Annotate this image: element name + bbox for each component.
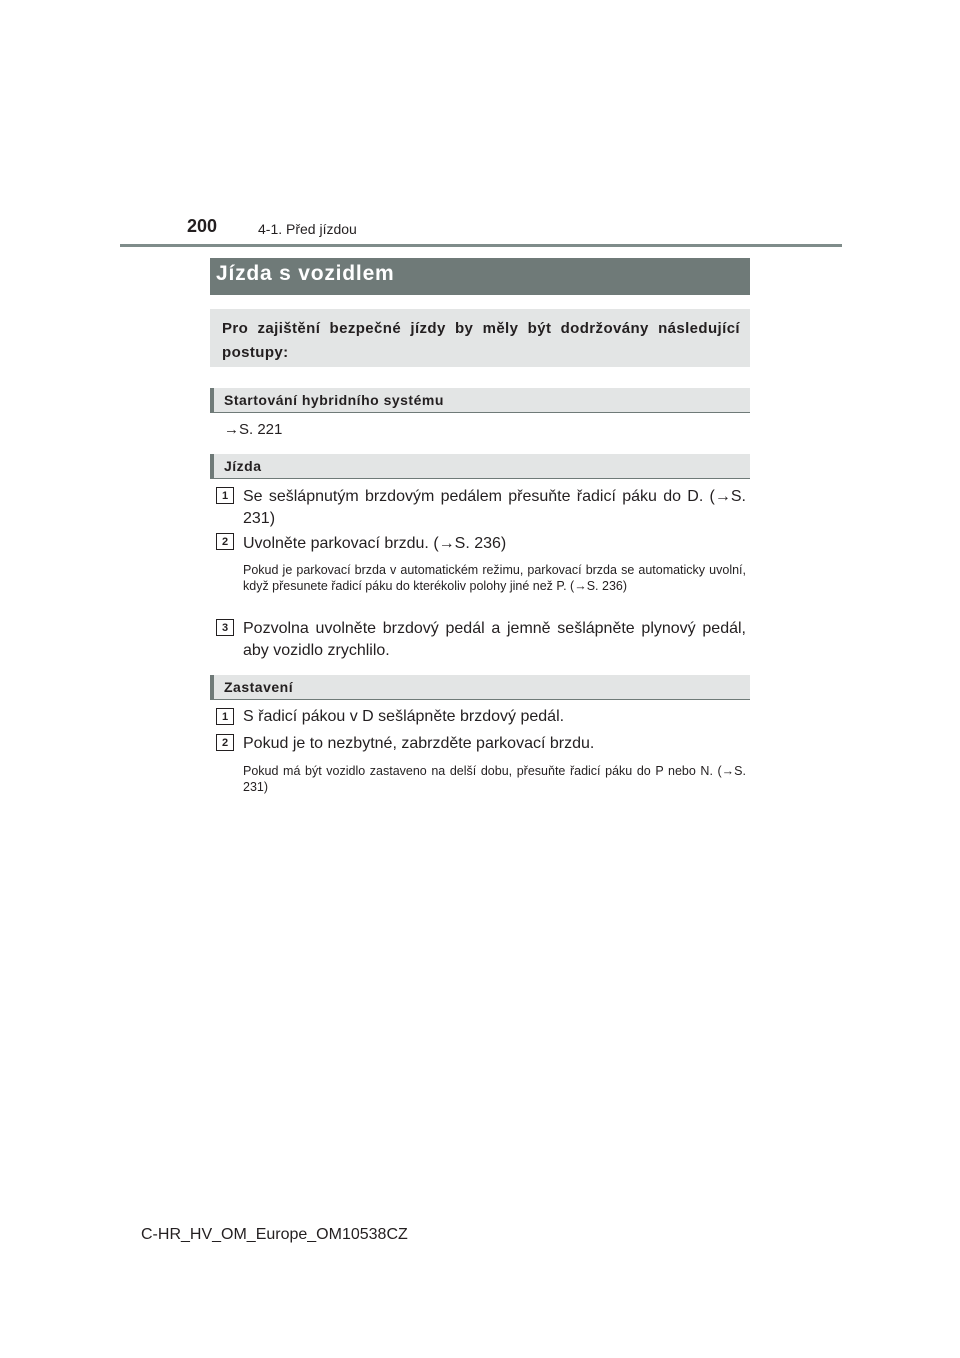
- footer-doc-code: C-HR_HV_OM_Europe_OM10538CZ: [141, 1226, 408, 1243]
- step-text: Uvolněte parkovací brzdu. (→S. 236): [243, 535, 507, 552]
- step-number: 1: [216, 487, 234, 504]
- step-text: Pokud je to nezbytné, zabrzděte parkovací brzdu.: [243, 735, 595, 752]
- step-text: S řadicí pákou v D sešlápněte brzdový pedál.: [243, 708, 565, 725]
- page-title: Jízda s vozidlem: [216, 262, 395, 285]
- header-rule: [120, 244, 842, 247]
- intro-box: [210, 309, 750, 367]
- running-header: 4-1. Před jízdou: [258, 221, 357, 237]
- step-text: Se sešlápnutým brzdovým pedálem přesuňte řadicí páku do D. (→S. 231): [243, 488, 746, 527]
- page-reference: →S. 221: [224, 421, 283, 438]
- section-heading-label: Zastavení: [224, 679, 294, 695]
- step-text: Pozvolna uvolněte brzdový pedál a jemně sešlápněte plynový pedál, aby vozidlo zrychlilo.: [243, 620, 746, 659]
- step-number: 1: [216, 708, 234, 725]
- step-note: Pokud má být vozidlo zastaveno na delší dobu, přesuňte řadicí páku do P nebo N. (→S. 231): [243, 764, 746, 794]
- step-number: 2: [216, 533, 234, 550]
- section-heading-label: Jízda: [224, 458, 262, 474]
- section-heading-start: [210, 388, 750, 413]
- step-number: 2: [216, 734, 234, 751]
- page-number: 200: [187, 216, 218, 236]
- title-bar: [210, 258, 750, 295]
- section-heading-driving: [210, 454, 750, 479]
- section-heading-label: Startování hybridního systému: [224, 392, 444, 408]
- step-note: Pokud je parkovací brzda v automatickém režimu, parkovací brzda se automaticky uvolní, když přesunete řadicí páku do kterékoliv polohy jiné než P. (→S. 236): [243, 563, 746, 593]
- intro-text: Pro zajištění bezpečné jízdy by měly být dodržovány následující postupy:: [222, 320, 740, 361]
- section-heading-stopping: [210, 675, 750, 700]
- step-number: 3: [216, 619, 234, 636]
